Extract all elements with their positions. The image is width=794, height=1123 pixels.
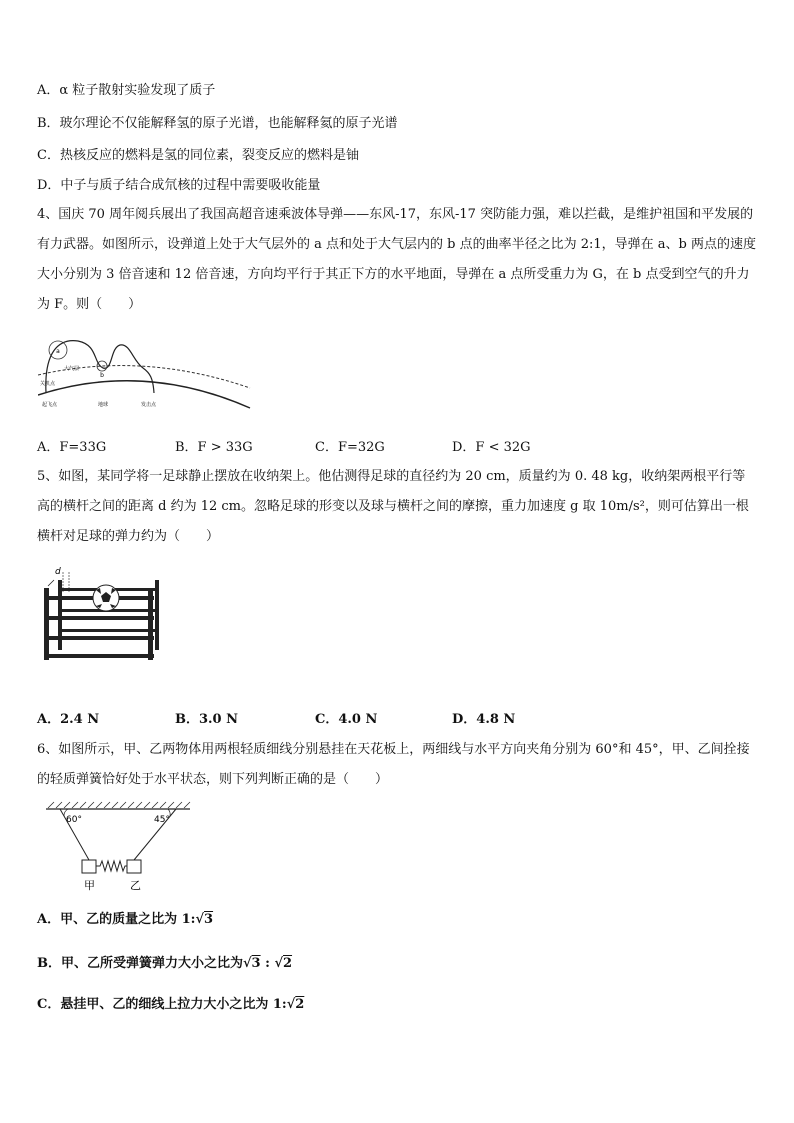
question-6-stem: 6、如图所示，甲、乙两物体用两根轻质细线分别悬挂在天花板上，两细线与水平方向夹角分别为 60°和 45°，甲、乙间拴接的轻质弹簧恰好处于水平状态，则下列判断正确的是（ ） [37,742,750,787]
sqrt-3-b: √3 [243,956,261,971]
soccer-ball-icon [93,585,119,611]
q5-option-d: D．4.8 N [452,712,516,727]
q6-spring-figure [44,800,194,895]
q4-option-a: A．F=33G [37,440,107,455]
spring [96,861,127,871]
option-c-top: C．热核反应的燃料是氢的同位素，裂变反应的燃料是铀 [37,148,359,163]
radicand: 3 [251,956,261,971]
q4-option-c: C．F=32G [315,440,385,455]
question-4-stem: 4、国庆 70 周年阅兵展出了我国高超音速乘波体导弹——东风-17，东风-17 突防能力强，难以拦截，是维护祖国和平发展的有力武器。如图所示，设弹道上处于大气层外的 a 点和处于大气层内的 b 点的曲率半径之比为 2:1，导弹在 a、b 两点的速度大小分别为 3 倍音速和 12 倍音速，方向均平行于其正下方的水平地面，导弹在 a 点所受重力为 G，在 b 点受到空气的升力为 F。则（ ） [37,207,756,312]
q6-option-a [37,908,213,927]
q5-rack-figure [40,564,165,664]
angle-60-label: 60° [66,815,82,825]
ceiling-hatching [48,802,190,808]
radicand: 2 [283,956,293,971]
jia-label: 甲 [84,879,95,892]
q4-option-b: B．F > 33G [175,440,253,455]
point-b-label: b [100,372,104,379]
radicand: 3 [204,912,214,927]
q5-option-b: B．3.0 N [175,712,239,727]
radicand: 2 [295,997,305,1012]
block-jia [82,860,96,873]
launch-point-label: 起飞点 [42,402,58,408]
atmosphere-label: 大气层 [64,366,80,372]
earth-label: 地球 [98,402,109,408]
sqrt-3-a: √3 [195,912,214,927]
question-5-stem: 5、如图，某同学将一足球静止摆放在收纳架上。他估测得足球的直径约为 20 cm，质量约为 0. 48 kg，收纳架两根平行等高的横杆之间的距离 d 约为 12 cm。忽略足球的形变以及球与横杆之间的摩擦，重力加速度 g 取 10m/s²，则可估算出一根横杆对足球的弹力约为（ ） [37,469,749,544]
d-label: d [55,567,61,577]
option-b-top: B．玻尔理论不仅能解释氢的原子光谱，也能解释氦的原子光谱 [37,116,398,131]
option-a-top: A．α 粒子散射实验发现了质子 [37,83,216,98]
sqrt-2-b: √2 [274,956,293,971]
option-d-top: D．中子与质子结合成氘核的过程中需要吸收能量 [37,178,321,193]
angle-45-label: 45° [154,815,170,825]
impact-point-label: 发击点 [141,402,157,408]
yi-label: 乙 [130,879,141,892]
q5-option-c: C．4.0 N [315,712,378,727]
missile-trajectory [46,341,154,393]
q5-option-a: A．2.4 N [37,712,100,727]
q6-option-a-text: A．甲、乙的质量之比为 1: [37,912,196,927]
q6-option-c-text: C．悬挂甲、乙的细线上拉力大小之比为 1: [37,997,287,1012]
shutdown-point-label: 关机点 [40,381,56,387]
q6-option-b: B．甲、乙所受弹簧弹力大小之比为√3 : √2 [37,956,293,971]
sqrt-2-c: √2 [286,997,305,1012]
q6-option-b-text: B．甲、乙所受弹簧弹力大小之比为 [37,956,243,971]
q6-option-c [37,993,304,1012]
q4-trajectory-figure [38,333,253,413]
block-yi [127,860,141,873]
point-a-label: a [56,348,60,355]
q4-option-d: D．F < 32G [452,440,531,455]
